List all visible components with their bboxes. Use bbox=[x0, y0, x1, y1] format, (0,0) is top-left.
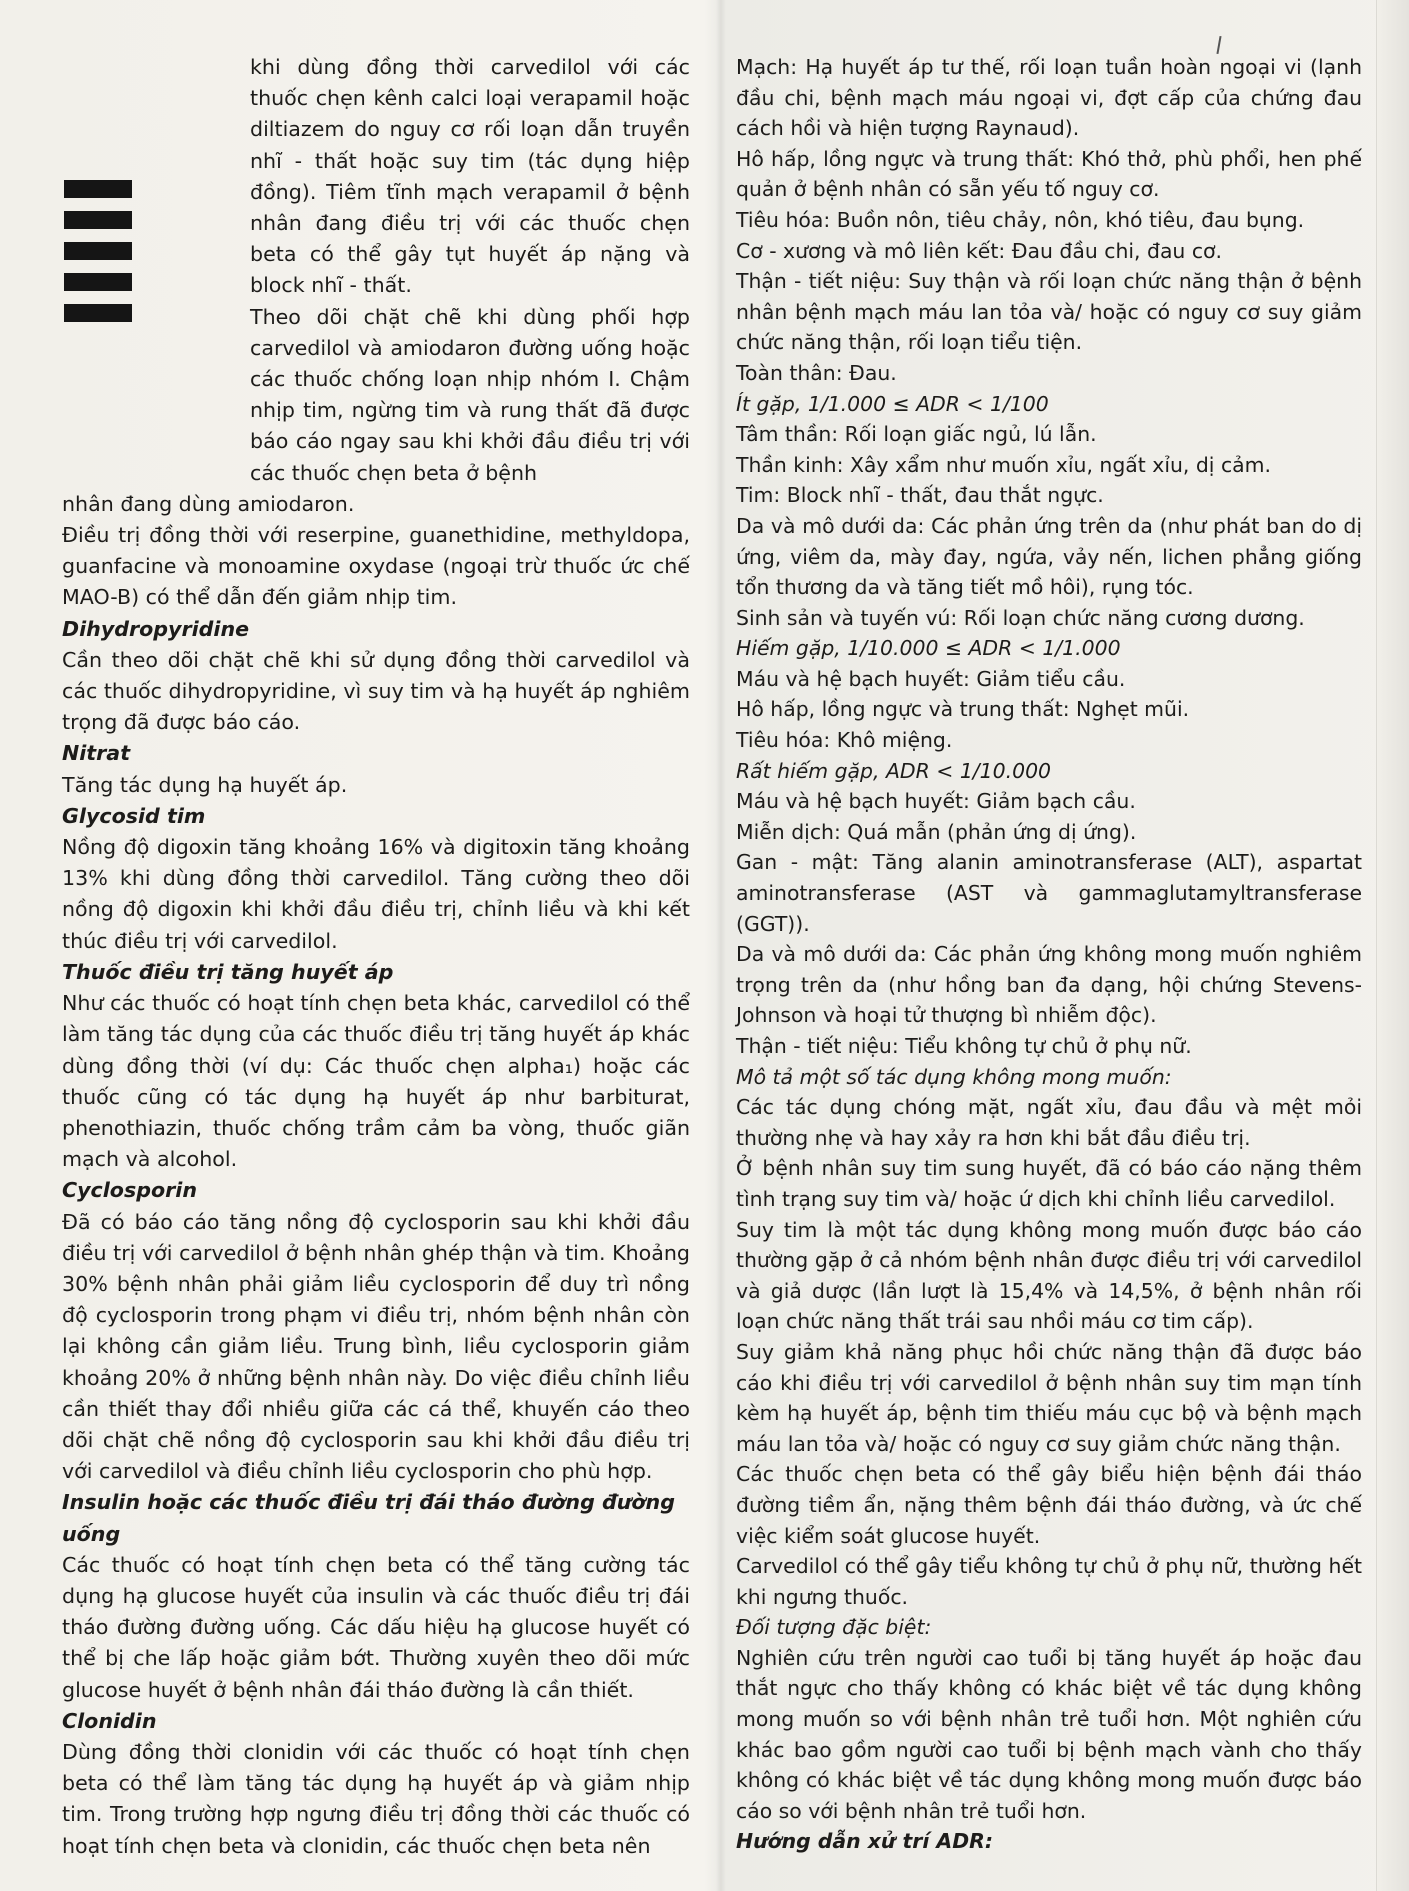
paragraph: Nghiên cứu trên người cao tuổi bị tăng huyết áp hoặc đau thắt ngực cho thấy không có khác biệt về tác dụng không mong muốn so với bệnh nhân trẻ tuổi hơn. Một nghiên cứu khác bao gồm người cao tuổi bị bệnh mạch vành cho thấy không có khác biệt về tác dụng không mong muốn được báo cáo so với bệnh nhân trẻ tuổi hơn. bbox=[736, 1645, 1362, 1823]
paragraph: Suy tim là một tác dụng không mong muốn được báo cáo thường gặp ở cả nhóm bệnh nhân được điều trị với carvedilol và giả dược (lần lượt là 15,4% và 14,5%, ở bệnh nhân rối loạn chức năng thất trái sau nhồi máu cơ tim cấp). bbox=[736, 1217, 1362, 1334]
adr-line: Tiêu hóa: Buồn nôn, tiêu chảy, nôn, khó tiêu, đau bụng. bbox=[736, 207, 1305, 232]
paragraph: Suy giảm khả năng phục hồi chức năng thận đã được báo cáo khi điều trị với carvedilol ở bệnh nhân suy tim mạn tính kèm hạ huyết áp, bệnh tim thiếu máu cục bộ và bệnh mạch máu lan tỏa và/ hoặc có nguy cơ suy giảm chức năng thận. bbox=[736, 1339, 1362, 1456]
adr-line: Thận - tiết niệu: Suy thận và rối loạn chức năng thận ở bệnh nhân bệnh mạch máu lan tỏa và/ hoặc có nguy cơ suy giảm chức năng thận, rối loạn tiểu tiện. bbox=[736, 269, 1362, 355]
adr-line: Thận - tiết niệu: Tiểu không tự chủ ở phụ nữ. bbox=[736, 1034, 1192, 1058]
paragraph: Theo dõi chặt chẽ khi dùng phối hợp carvedilol và amiodaron đường uống hoặc các thuốc chống loạn nhịp nhóm I. Chậm nhịp tim, ngừng tim và rung thất đã được báo cáo ngay sau khi khởi đầu điều trị với các thuốc chẹn beta ở bệnh bbox=[250, 304, 690, 485]
frequency-heading: Hiếm gặp, 1/10.000 ≤ ADR < 1/1.000 bbox=[736, 636, 1121, 661]
paragraph: khi dùng đồng thời carvedilol với các thuốc chẹn kênh calci loại verapamil hoặc diltiazem do nguy cơ rối loạn dẫn truyền nhĩ - thất hoặc suy tim (tác dụng hiệp đồng). Tiêm tĩnh mạch verapamil ở bệnh nhân đang điều trị với các thuốc chẹn beta có thể gây tụt huyết áp nặng và block nhĩ - thất. bbox=[250, 55, 690, 298]
frequency-heading: Rất hiếm gặp, ADR < 1/10.000 bbox=[736, 758, 1052, 783]
section-heading: Insulin hoặc các thuốc điều trị đái tháo đường đường uống bbox=[62, 1490, 675, 1546]
section-heading: Dihydropyridine bbox=[62, 616, 250, 641]
paragraph: Các thuốc có hoạt tính chẹn beta có thể tăng cường tác dụng hạ glucose huyết của insulin và các thuốc điều trị đái tháo đường đường uống. Các dấu hiệu hạ glucose huyết có thể bị che lấp hoặc giảm bớt. Thường xuyên theo dõi mức glucose huyết ở bệnh nhân đái tháo đường là cần thiết. bbox=[62, 1552, 690, 1702]
adr-line: Tiêu hóa: Khô miệng. bbox=[736, 728, 953, 753]
adr-line: Máu và hệ bạch huyết: Giảm tiểu cầu. bbox=[736, 666, 1126, 691]
adr-line: Sinh sản và tuyến vú: Rối loạn chức năng cương dương. bbox=[736, 605, 1305, 630]
paragraph: nhân đang dùng amiodaron. bbox=[62, 491, 355, 516]
paragraph: Các thuốc chẹn beta có thể gây biểu hiện bệnh đái tháo đường tiềm ẩn, nặng thêm bệnh đái tháo đường, và ức chế việc kiểm soát glucose huyết. bbox=[736, 1462, 1362, 1548]
subsection-heading: Mô tả một số tác dụng không mong muốn: bbox=[736, 1064, 1172, 1089]
paragraph: Tăng tác dụng hạ huyết áp. bbox=[62, 772, 348, 797]
section-heading: Cyclosporin bbox=[62, 1178, 197, 1203]
section-heading: Clonidin bbox=[62, 1708, 157, 1733]
adr-line: Mạch: Hạ huyết áp tư thế, rối loạn tuần hoàn ngoại vi (lạnh đầu chi, bệnh mạch máu ngoại vi, đợt cấp của chứng đau cách hồi và hiện tượng Raynaud). bbox=[736, 55, 1362, 141]
paragraph: Cần theo dõi chặt chẽ khi sử dụng đồng thời carvedilol và các thuốc dihydropyridine, vì suy tim và hạ huyết áp nghiêm trọng đã được báo cáo. bbox=[62, 647, 690, 735]
paragraph: Đã có báo cáo tăng nồng độ cyclosporin sau khi khởi đầu điều trị với carvedilol ở bệnh nhân ghép thận và tim. Khoảng 30% bệnh nhân phải giảm liều cyclosporin để duy trì nồng độ cyclosporin trong phạm vi điều trị, nhóm bệnh nhân còn lại không cần giảm liều. Trung bình, liều cyclosporin giảm khoảng 20% ở những bệnh nhân này. Do việc điều chỉnh liều cần thiết thay đổi nhiều giữa các cá thể, khuyến cáo theo dõi chặt chẽ nồng độ cyclosporin sau khi khởi đầu điều trị với carvedilol và điều chỉnh liều cyclosporin cho phù hợp. bbox=[62, 1209, 690, 1484]
paragraph: Các tác dụng chóng mặt, ngất xỉu, đau đầu và mệt mỏi thường nhẹ và hay xảy ra hơn khi bắt đầu điều trị. bbox=[736, 1095, 1362, 1150]
section-heading: Glycosid tim bbox=[62, 803, 206, 828]
paragraph: Điều trị đồng thời với reserpine, guanethidine, methyldopa, guanfacine và monoamine oxydase (ngoại trừ thuốc ức chế MAO-B) có thể dẫn đến giảm nhịp tim. bbox=[62, 523, 690, 610]
adr-line: Tâm thần: Rối loạn giấc ngủ, lú lẫn. bbox=[736, 422, 1097, 447]
left-column bbox=[62, 52, 690, 1862]
section-heading: Nitrat bbox=[62, 741, 131, 766]
paragraph: Carvedilol có thể gây tiểu không tự chủ ở phụ nữ, thường hết khi ngưng thuốc. bbox=[736, 1554, 1362, 1609]
section-heading: Hướng dẫn xử trí ADR: bbox=[736, 1829, 993, 1854]
adr-line: Thần kinh: Xây xẩm như muốn xỉu, ngất xỉu, dị cảm. bbox=[736, 452, 1272, 477]
section-heading: Thuốc điều trị tăng huyết áp bbox=[62, 959, 394, 984]
paragraph: Ở bệnh nhân suy tim sung huyết, đã có báo cáo nặng thêm tình trạng suy tim và/ hoặc ứ dịch khi chỉnh liều carvedilol. bbox=[736, 1156, 1362, 1211]
page-edge bbox=[1376, 0, 1409, 1891]
adr-line: Gan - mật: Tăng alanin aminotransferase (ALT), aspartat aminotransferase (AST và gammaglutamyltransferase (GGT)). bbox=[736, 850, 1362, 936]
adr-line: Da và mô dưới da: Các phản ứng không mong muốn nghiêm trọng trên da (như hồng ban đa dạng, hội chứng Stevens-Johnson và hoại tử thượng bì nhiễm độc). bbox=[736, 942, 1362, 1028]
paragraph: Nồng độ digoxin tăng khoảng 16% và digitoxin tăng khoảng 13% khi dùng đồng thời carvedilol. Tăng cường theo dõi nồng độ digoxin khi khởi đầu điều trị, chỉnh liều và khi kết thúc điều trị với carvedilol. bbox=[62, 835, 690, 953]
adr-line: Cơ - xương và mô liên kết: Đau đầu chi, đau cơ. bbox=[736, 238, 1223, 263]
right-column bbox=[736, 52, 1362, 1857]
paragraph: Như các thuốc có hoạt tính chẹn beta khác, carvedilol có thể làm tăng tác dụng của các thuốc điều trị tăng huyết áp khác dùng đồng thời (ví dụ: Các thuốc chẹn alpha₁) hoặc các thuốc cũng có tác dụng hạ huyết áp như barbiturat, phenothiazin, thuốc chống trầm cảm ba vòng, thuốc giãn mạch và alcohol. bbox=[62, 991, 690, 1172]
paragraph: Dùng đồng thời clonidin với các thuốc có hoạt tính chẹn beta có thể làm tăng tác dụng hạ huyết áp và giảm nhịp tim. Trong trường hợp ngưng điều trị đồng thời các thuốc có hoạt tính chẹn beta và clonidin, các thuốc chẹn beta nên bbox=[62, 1739, 690, 1858]
frequency-heading: Ít gặp, 1/1.000 ≤ ADR < 1/100 bbox=[736, 391, 1049, 416]
adr-line: Toàn thân: Đau. bbox=[736, 360, 897, 385]
adr-line: Da và mô dưới da: Các phản ứng trên da (như phát ban do dị ứng, viêm da, mày đay, ngứa, vảy nến, lichen phẳng giống tổn thương da và tăng tiết mồ hôi), rụng tóc. bbox=[736, 513, 1362, 600]
adr-line: Tim: Block nhĩ - thất, đau thắt ngực. bbox=[736, 483, 1104, 508]
adr-line: Hô hấp, lồng ngực và trung thất: Khó thở, phù phổi, hen phế quản ở bệnh nhân có sẵn yếu tố nguy cơ. bbox=[736, 146, 1362, 202]
adr-line: Miễn dịch: Quá mẫn (phản ứng dị ứng). bbox=[736, 819, 1137, 844]
adr-line: Máu và hệ bạch huyết: Giảm bạch cầu. bbox=[736, 789, 1136, 814]
adr-line: Hô hấp, lồng ngực và trung thất: Nghẹt mũi. bbox=[736, 697, 1190, 722]
subsection-heading: Đối tượng đặc biệt: bbox=[736, 1615, 932, 1640]
page-fold bbox=[716, 0, 726, 1891]
